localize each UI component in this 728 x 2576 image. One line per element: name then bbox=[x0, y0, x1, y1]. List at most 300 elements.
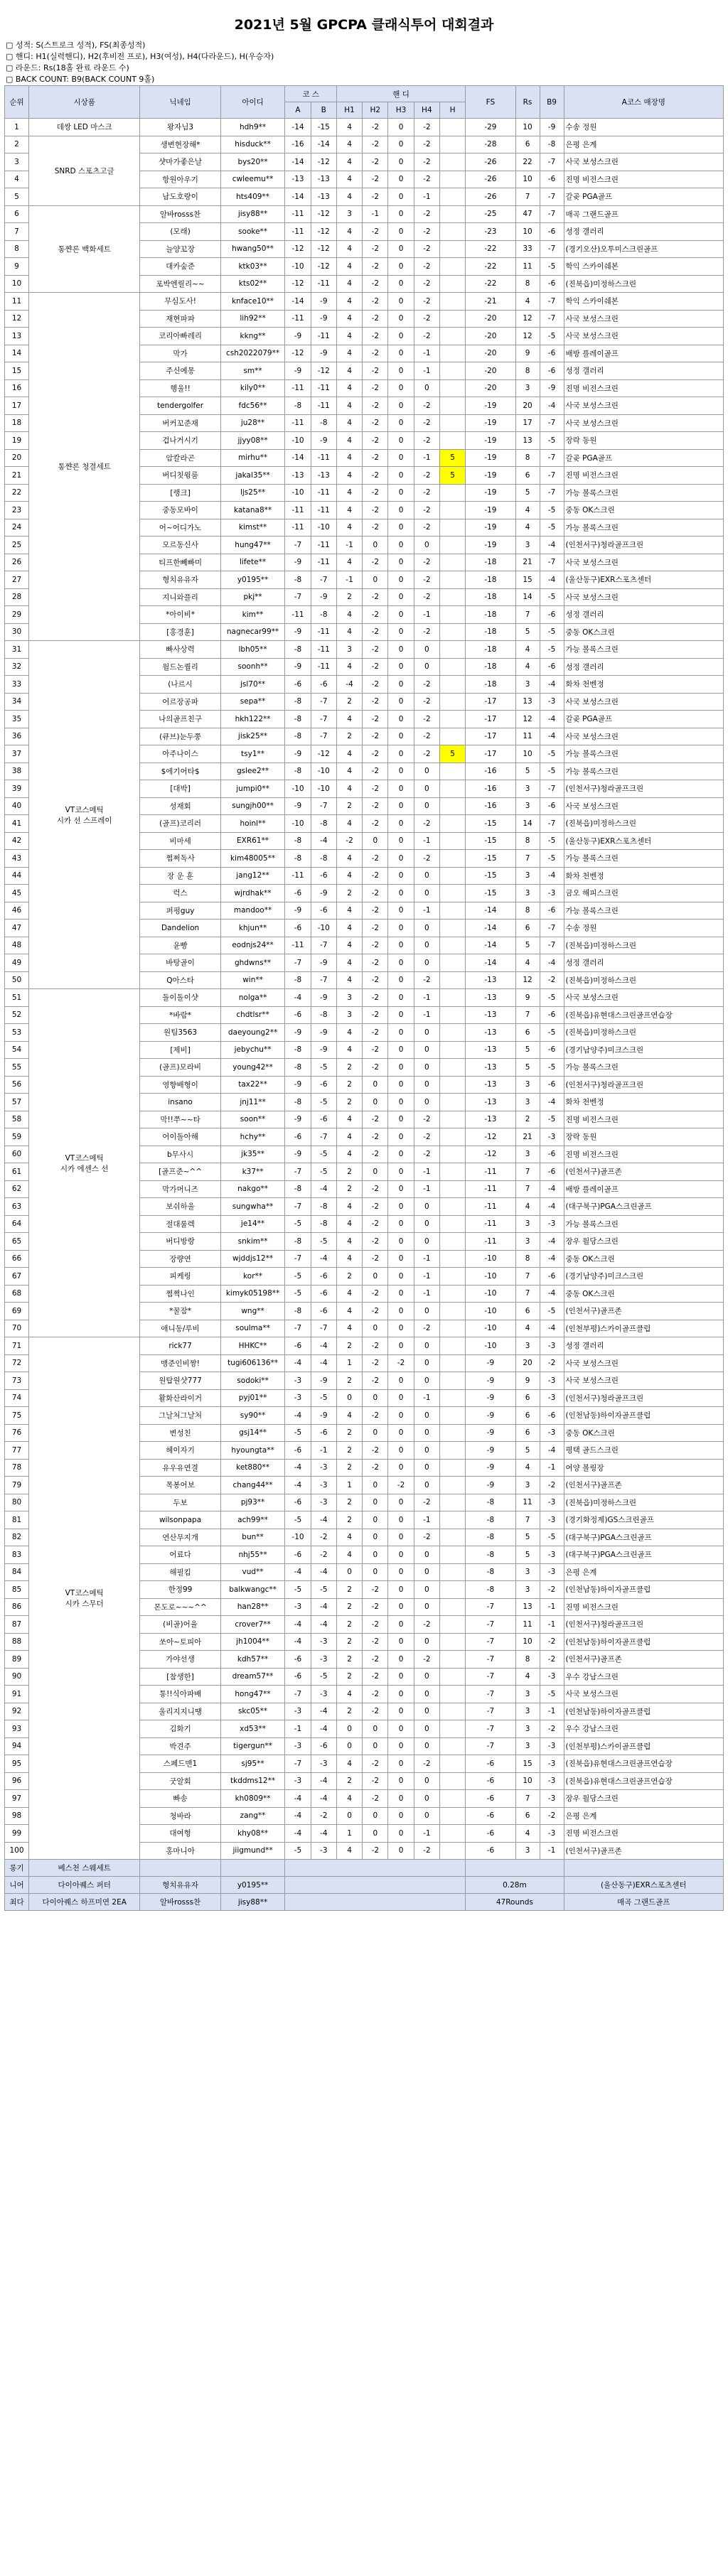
h2-cell: -2 bbox=[363, 1337, 388, 1355]
h3-cell: 0 bbox=[388, 1094, 414, 1111]
fs-cell: -13 bbox=[466, 1059, 515, 1077]
h3-cell: 0 bbox=[388, 1389, 414, 1407]
fs-cell: -13 bbox=[466, 1076, 515, 1094]
rank-cell: 99 bbox=[5, 1825, 29, 1843]
a-cell: -8 bbox=[285, 1094, 311, 1111]
b9-cell: -7 bbox=[540, 467, 564, 485]
id-cell: win** bbox=[220, 971, 285, 989]
venue-cell: 사국 보성스크린 bbox=[564, 1686, 723, 1703]
h2-cell: 0 bbox=[363, 1268, 388, 1286]
b9-cell: -5 bbox=[540, 832, 564, 850]
b9-cell: -4 bbox=[540, 867, 564, 885]
b-cell: -12 bbox=[311, 745, 336, 763]
b9-cell: -4 bbox=[540, 1233, 564, 1251]
id-cell: hts409** bbox=[220, 188, 285, 206]
rank-cell: 87 bbox=[5, 1616, 29, 1634]
fs-cell: -19 bbox=[466, 432, 515, 450]
venue-cell: 장우 월당스크린 bbox=[564, 1233, 723, 1251]
fs-cell: -18 bbox=[466, 641, 515, 659]
h4-cell: -2 bbox=[414, 815, 439, 833]
rank-cell: 94 bbox=[5, 1737, 29, 1755]
id-cell: katana8** bbox=[220, 502, 285, 519]
h1-cell: 4 bbox=[336, 310, 362, 328]
rank-cell: 78 bbox=[5, 1459, 29, 1477]
h4-cell: -2 bbox=[414, 223, 439, 241]
h1-cell: 2 bbox=[336, 1511, 362, 1529]
b-cell: -5 bbox=[311, 1094, 336, 1111]
rs-cell: 3 bbox=[515, 1703, 540, 1720]
b-cell: -9 bbox=[311, 989, 336, 1007]
a-cell: -10 bbox=[285, 815, 311, 833]
a-cell: -13 bbox=[285, 171, 311, 188]
h4-cell: 0 bbox=[414, 1442, 439, 1460]
id-cell: pkj** bbox=[220, 588, 285, 606]
h3-cell: 0 bbox=[388, 1041, 414, 1059]
footer-id bbox=[220, 1860, 285, 1877]
h2-cell: -2 bbox=[363, 379, 388, 397]
h2-cell: -2 bbox=[363, 519, 388, 537]
fs-cell: -9 bbox=[466, 1354, 515, 1372]
fs-cell: -6 bbox=[466, 1790, 515, 1808]
h-cell bbox=[439, 1459, 465, 1477]
venue-cell: 학익 스카이쉐본 bbox=[564, 258, 723, 276]
h-cell bbox=[439, 502, 465, 519]
fs-cell: -10 bbox=[466, 1337, 515, 1355]
h-cell bbox=[439, 1146, 465, 1163]
venue-cell: 사국 보성스크린 bbox=[564, 1354, 723, 1372]
nickname-cell: 모르동신사 bbox=[140, 537, 220, 554]
h1-cell: 4 bbox=[336, 554, 362, 571]
h1-cell: 4 bbox=[336, 362, 362, 380]
h1-cell: 4 bbox=[336, 502, 362, 519]
rs-cell: 7 bbox=[515, 1006, 540, 1024]
rank-cell: 4 bbox=[5, 171, 29, 188]
nickname-cell: 윤빵 bbox=[140, 937, 220, 954]
nickname-cell: 쩜쩌독사 bbox=[140, 850, 220, 868]
h3-cell: 0 bbox=[388, 171, 414, 188]
a-cell: -8 bbox=[285, 1059, 311, 1077]
b-cell: -6 bbox=[311, 1285, 336, 1303]
h4-cell: -1 bbox=[414, 606, 439, 624]
rs-cell: 17 bbox=[515, 414, 540, 432]
h3-cell: 0 bbox=[388, 1616, 414, 1634]
fs-cell: -8 bbox=[466, 1563, 515, 1581]
fs-cell: -19 bbox=[466, 414, 515, 432]
h1-cell: 2 bbox=[336, 1494, 362, 1511]
h4-cell: 0 bbox=[414, 1720, 439, 1738]
b-cell: -6 bbox=[311, 1268, 336, 1286]
rank-cell: 61 bbox=[5, 1163, 29, 1181]
h2-cell: -2 bbox=[363, 1772, 388, 1790]
h3-cell: 0 bbox=[388, 745, 414, 763]
b9-cell: -5 bbox=[540, 1686, 564, 1703]
h4-cell: -2 bbox=[414, 119, 439, 136]
rs-cell: 8 bbox=[515, 275, 540, 293]
nickname-cell: 행울!! bbox=[140, 379, 220, 397]
a-cell: -11 bbox=[285, 606, 311, 624]
h3-cell: 0 bbox=[388, 379, 414, 397]
b9-cell: -4 bbox=[540, 1180, 564, 1198]
h3-cell: 0 bbox=[388, 1320, 414, 1337]
b-cell: -3 bbox=[311, 1842, 336, 1860]
id-cell: jjyy08** bbox=[220, 432, 285, 450]
venue-cell: 사국 보성스크린 bbox=[564, 1372, 723, 1390]
b9-cell: -4 bbox=[540, 397, 564, 415]
rs-cell: 3 bbox=[515, 1581, 540, 1599]
b9-cell: -2 bbox=[540, 1633, 564, 1651]
h-cell bbox=[439, 1581, 465, 1599]
a-cell: -6 bbox=[285, 1668, 311, 1686]
a-cell: -11 bbox=[285, 937, 311, 954]
venue-cell: 중동 OK스크린 bbox=[564, 1250, 723, 1268]
nickname-cell: *바람* bbox=[140, 1006, 220, 1024]
h3-cell: 0 bbox=[388, 711, 414, 728]
h-cell bbox=[439, 1511, 465, 1529]
nickname-cell: (골프)모라비 bbox=[140, 1059, 220, 1077]
nickname-cell: 원팀3563 bbox=[140, 1024, 220, 1042]
rank-cell: 2 bbox=[5, 136, 29, 153]
venue-cell: (진북읍)미정하스크린 bbox=[564, 275, 723, 293]
h4-cell: 0 bbox=[414, 797, 439, 815]
h2-cell: -2 bbox=[363, 1755, 388, 1773]
h4-cell: -2 bbox=[414, 310, 439, 328]
h3-cell: 0 bbox=[388, 971, 414, 989]
table-row bbox=[5, 119, 724, 136]
id-cell: cwleemu** bbox=[220, 171, 285, 188]
rank-cell: 56 bbox=[5, 1076, 29, 1094]
fs-cell: -10 bbox=[466, 1285, 515, 1303]
venue-cell: 중동 OK스크린 bbox=[564, 1424, 723, 1442]
rank-cell: 63 bbox=[5, 1198, 29, 1216]
rank-cell: 93 bbox=[5, 1720, 29, 1738]
a-cell: -8 bbox=[285, 693, 311, 711]
fs-cell: -18 bbox=[466, 554, 515, 571]
id-cell: khjun** bbox=[220, 920, 285, 937]
rs-cell: 8 bbox=[515, 832, 540, 850]
h2-cell: -2 bbox=[363, 1372, 388, 1390]
a-cell: -12 bbox=[285, 345, 311, 362]
nickname-cell: 어료다 bbox=[140, 1546, 220, 1564]
nickname-cell: 왕자님3 bbox=[140, 119, 220, 136]
rank-cell: 48 bbox=[5, 937, 29, 954]
a-cell: -7 bbox=[285, 1686, 311, 1703]
rank-cell: 75 bbox=[5, 1407, 29, 1425]
h2-cell: -2 bbox=[363, 1285, 388, 1303]
b-cell: -6 bbox=[311, 1076, 336, 1094]
venue-cell: 가능 볼록스크린 bbox=[564, 484, 723, 502]
nickname-cell: 맹준인비짱! bbox=[140, 1354, 220, 1372]
h4-cell: 0 bbox=[414, 1807, 439, 1825]
fs-cell: -28 bbox=[466, 136, 515, 153]
fs-cell: -18 bbox=[466, 676, 515, 694]
h2-cell: -2 bbox=[363, 136, 388, 153]
h4-cell: 0 bbox=[414, 1407, 439, 1425]
id-cell: mandoo** bbox=[220, 902, 285, 920]
id-cell: daeyoung2** bbox=[220, 1024, 285, 1042]
footer-row-nearest bbox=[5, 1877, 724, 1894]
h3-cell: 0 bbox=[388, 1703, 414, 1720]
nickname-cell: 생변현장해* bbox=[140, 136, 220, 153]
id-cell: pyj01** bbox=[220, 1389, 285, 1407]
b-cell: -9 bbox=[311, 432, 336, 450]
rs-cell: 13 bbox=[515, 693, 540, 711]
h3-cell: 0 bbox=[388, 1163, 414, 1181]
a-cell: -8 bbox=[285, 832, 311, 850]
h4-cell: -2 bbox=[414, 328, 439, 345]
fs-cell: -7 bbox=[466, 1737, 515, 1755]
a-cell: -8 bbox=[285, 711, 311, 728]
h-cell bbox=[439, 1633, 465, 1651]
h2-cell: -2 bbox=[363, 1790, 388, 1808]
h3-cell: 0 bbox=[388, 467, 414, 485]
h-cell bbox=[439, 1563, 465, 1581]
h3-cell: 0 bbox=[388, 1250, 414, 1268]
rank-cell: 74 bbox=[5, 1389, 29, 1407]
a-cell: -9 bbox=[285, 1024, 311, 1042]
b9-cell: -7 bbox=[540, 293, 564, 311]
h4-cell: -1 bbox=[414, 345, 439, 362]
b9-cell: -9 bbox=[540, 119, 564, 136]
h1-cell: 4 bbox=[336, 240, 362, 258]
rank-cell: 14 bbox=[5, 345, 29, 362]
h4-cell: -1 bbox=[414, 902, 439, 920]
fs-cell: -11 bbox=[466, 1163, 515, 1181]
h2-cell: -2 bbox=[363, 606, 388, 624]
h1-cell: 4 bbox=[336, 223, 362, 241]
h4-cell: -2 bbox=[414, 153, 439, 171]
nickname-cell: 바탕골이 bbox=[140, 954, 220, 972]
rank-cell: 24 bbox=[5, 519, 29, 537]
h4-cell: -1 bbox=[414, 1006, 439, 1024]
nickname-cell: 암칼라곤 bbox=[140, 449, 220, 467]
h2-cell: -2 bbox=[363, 920, 388, 937]
h4-cell: -1 bbox=[414, 832, 439, 850]
rs-cell: 3 bbox=[515, 1094, 540, 1111]
h3-cell: 0 bbox=[388, 797, 414, 815]
h3-cell: 0 bbox=[388, 136, 414, 153]
venue-cell: 가능 볼록스크린 bbox=[564, 1059, 723, 1077]
rank-cell: 34 bbox=[5, 693, 29, 711]
rs-cell: 7 bbox=[515, 606, 540, 624]
venue-cell: (진북읍)미정하스크린 bbox=[564, 815, 723, 833]
h3-cell: 0 bbox=[388, 1442, 414, 1460]
rank-cell: 70 bbox=[5, 1320, 29, 1337]
h1-cell: 2 bbox=[336, 1442, 362, 1460]
rank-cell: 71 bbox=[5, 1337, 29, 1355]
a-cell: -3 bbox=[285, 1598, 311, 1616]
h2-cell: -2 bbox=[363, 1459, 388, 1477]
nickname-cell: 알바rosss찬 bbox=[140, 205, 220, 223]
fs-cell: -8 bbox=[466, 1494, 515, 1511]
id-cell: HHKC** bbox=[220, 1337, 285, 1355]
b-cell: -7 bbox=[311, 711, 336, 728]
rank-cell: 12 bbox=[5, 310, 29, 328]
h-cell bbox=[439, 867, 465, 885]
rs-cell: 3 bbox=[515, 797, 540, 815]
h-cell bbox=[439, 780, 465, 798]
h3-cell: 0 bbox=[388, 641, 414, 659]
id-cell: kily0** bbox=[220, 379, 285, 397]
venue-cell: 가능 볼록스크린 bbox=[564, 1215, 723, 1233]
venue-cell: (인천부평)스카이골프클럽 bbox=[564, 1737, 723, 1755]
b9-cell: -5 bbox=[540, 432, 564, 450]
b-cell: -5 bbox=[311, 1668, 336, 1686]
venue-cell: 성정 갤러리 bbox=[564, 658, 723, 676]
h-cell bbox=[439, 1354, 465, 1372]
h3-cell: 0 bbox=[388, 414, 414, 432]
a-cell: -3 bbox=[285, 1372, 311, 1390]
b9-cell: -2 bbox=[540, 1720, 564, 1738]
h2-cell: -2 bbox=[363, 780, 388, 798]
h-cell bbox=[439, 1337, 465, 1355]
id-cell: sepa** bbox=[220, 693, 285, 711]
h-cell bbox=[439, 275, 465, 293]
b9-cell: -6 bbox=[540, 1006, 564, 1024]
rs-cell: 2 bbox=[515, 1111, 540, 1128]
header-h4: H4 bbox=[414, 102, 439, 119]
h4-cell: -2 bbox=[414, 275, 439, 293]
prize-group-cell: VT코스메틱 시카 선 스프레이 bbox=[29, 641, 140, 989]
rs-cell: 7 bbox=[515, 850, 540, 868]
nickname-cell: insano bbox=[140, 1094, 220, 1111]
b-cell: -10 bbox=[311, 762, 336, 780]
rank-cell: 22 bbox=[5, 484, 29, 502]
rs-cell: 8 bbox=[515, 902, 540, 920]
h1-cell: -4 bbox=[336, 676, 362, 694]
rs-cell: 7 bbox=[515, 1285, 540, 1303]
b-cell: -13 bbox=[311, 467, 336, 485]
nickname-cell: 대카숲준 bbox=[140, 258, 220, 276]
h-cell bbox=[439, 1233, 465, 1251]
rank-cell: 15 bbox=[5, 362, 29, 380]
h-cell bbox=[439, 1772, 465, 1790]
b9-cell: -5 bbox=[540, 588, 564, 606]
a-cell: -5 bbox=[285, 1842, 311, 1860]
b-cell: -4 bbox=[311, 1250, 336, 1268]
h1-cell: 4 bbox=[336, 1755, 362, 1773]
header-score: 코 스 bbox=[285, 86, 337, 102]
rank-cell: 10 bbox=[5, 275, 29, 293]
fs-cell: -11 bbox=[466, 1233, 515, 1251]
h-cell bbox=[439, 1755, 465, 1773]
h2-cell: -2 bbox=[363, 885, 388, 902]
h2-cell: -2 bbox=[363, 1407, 388, 1425]
a-cell: -11 bbox=[285, 205, 311, 223]
h3-cell: 0 bbox=[388, 676, 414, 694]
h-cell bbox=[439, 1790, 465, 1808]
fs-cell: -17 bbox=[466, 693, 515, 711]
b-cell: -12 bbox=[311, 362, 336, 380]
venue-cell: 장우 월당스크린 bbox=[564, 1790, 723, 1808]
h4-cell: 0 bbox=[414, 1459, 439, 1477]
h-cell bbox=[439, 1442, 465, 1460]
h4-cell: -2 bbox=[414, 693, 439, 711]
b-cell: -13 bbox=[311, 188, 336, 206]
b9-cell: -5 bbox=[540, 1059, 564, 1077]
a-cell: -14 bbox=[285, 449, 311, 467]
rs-cell: 5 bbox=[515, 623, 540, 641]
h3-cell: 0 bbox=[388, 1720, 414, 1738]
h4-cell: -2 bbox=[414, 136, 439, 153]
h1-cell: 4 bbox=[336, 1198, 362, 1216]
id-cell: jiigmund** bbox=[220, 1842, 285, 1860]
nickname-cell: 박견주 bbox=[140, 1737, 220, 1755]
rank-cell: 19 bbox=[5, 432, 29, 450]
rs-cell: 3 bbox=[515, 1737, 540, 1755]
a-cell: -6 bbox=[285, 885, 311, 902]
h4-cell: 0 bbox=[414, 1424, 439, 1442]
fs-cell: -9 bbox=[466, 1424, 515, 1442]
fs-cell: -7 bbox=[466, 1703, 515, 1720]
b-cell: -9 bbox=[311, 310, 336, 328]
table-row bbox=[5, 641, 724, 659]
id-cell: soonh** bbox=[220, 658, 285, 676]
h4-cell: 0 bbox=[414, 1668, 439, 1686]
h2-cell: -2 bbox=[363, 711, 388, 728]
h-cell bbox=[439, 954, 465, 972]
b9-cell: -6 bbox=[540, 362, 564, 380]
rs-cell: 47 bbox=[515, 205, 540, 223]
venue-cell: 진명 비전스크린 bbox=[564, 171, 723, 188]
a-cell: -8 bbox=[285, 1303, 311, 1320]
a-cell: -10 bbox=[285, 484, 311, 502]
b-cell: -13 bbox=[311, 171, 336, 188]
b9-cell: -6 bbox=[540, 797, 564, 815]
nickname-cell: 주신예몽 bbox=[140, 362, 220, 380]
venue-cell: 진명 비전스크린 bbox=[564, 1146, 723, 1163]
fs-cell: -9 bbox=[466, 1389, 515, 1407]
b-cell: -11 bbox=[311, 484, 336, 502]
nickname-cell: [랭크] bbox=[140, 484, 220, 502]
a-cell: -9 bbox=[285, 658, 311, 676]
nickname-cell: 피케링 bbox=[140, 1268, 220, 1286]
a-cell: -8 bbox=[285, 728, 311, 745]
table-row bbox=[5, 1337, 724, 1355]
note-handicap: ▢ 핸디: H1(실력핸디), H2(후비전 프로), H3(여성), H4(다라운드), H(우승자) bbox=[6, 51, 728, 63]
h-cell bbox=[439, 171, 465, 188]
h-cell bbox=[439, 414, 465, 432]
b-cell: -11 bbox=[311, 328, 336, 345]
table-row bbox=[5, 205, 724, 223]
page-title: 2021년 5월 GPCPA 클래식투어 대회결과 bbox=[234, 17, 494, 33]
a-cell: -11 bbox=[285, 310, 311, 328]
id-cell: kdh57** bbox=[220, 1651, 285, 1669]
b9-cell: -3 bbox=[540, 1668, 564, 1686]
fs-cell: -10 bbox=[466, 1320, 515, 1337]
rank-cell: 80 bbox=[5, 1494, 29, 1511]
venue-cell: (인천남동)하이자골프클럽 bbox=[564, 1703, 723, 1720]
b-cell: -11 bbox=[311, 449, 336, 467]
id-cell: gslee2** bbox=[220, 762, 285, 780]
rs-cell: 33 bbox=[515, 240, 540, 258]
venue-cell: (인천남동)하이자골프클럽 bbox=[564, 1407, 723, 1425]
h4-cell: -2 bbox=[414, 467, 439, 485]
h-cell bbox=[439, 153, 465, 171]
h-cell bbox=[439, 762, 465, 780]
h4-cell: -2 bbox=[414, 258, 439, 276]
h-cell bbox=[439, 1128, 465, 1146]
rank-cell: 7 bbox=[5, 223, 29, 241]
id-cell: young42** bbox=[220, 1059, 285, 1077]
h-cell bbox=[439, 1424, 465, 1442]
id-cell: fdc56** bbox=[220, 397, 285, 415]
b9-cell: -2 bbox=[540, 1354, 564, 1372]
a-cell: -8 bbox=[285, 850, 311, 868]
h4-cell: 0 bbox=[414, 1094, 439, 1111]
h-cell bbox=[439, 1006, 465, 1024]
h1-cell: 2 bbox=[336, 1094, 362, 1111]
h3-cell: 0 bbox=[388, 1529, 414, 1546]
